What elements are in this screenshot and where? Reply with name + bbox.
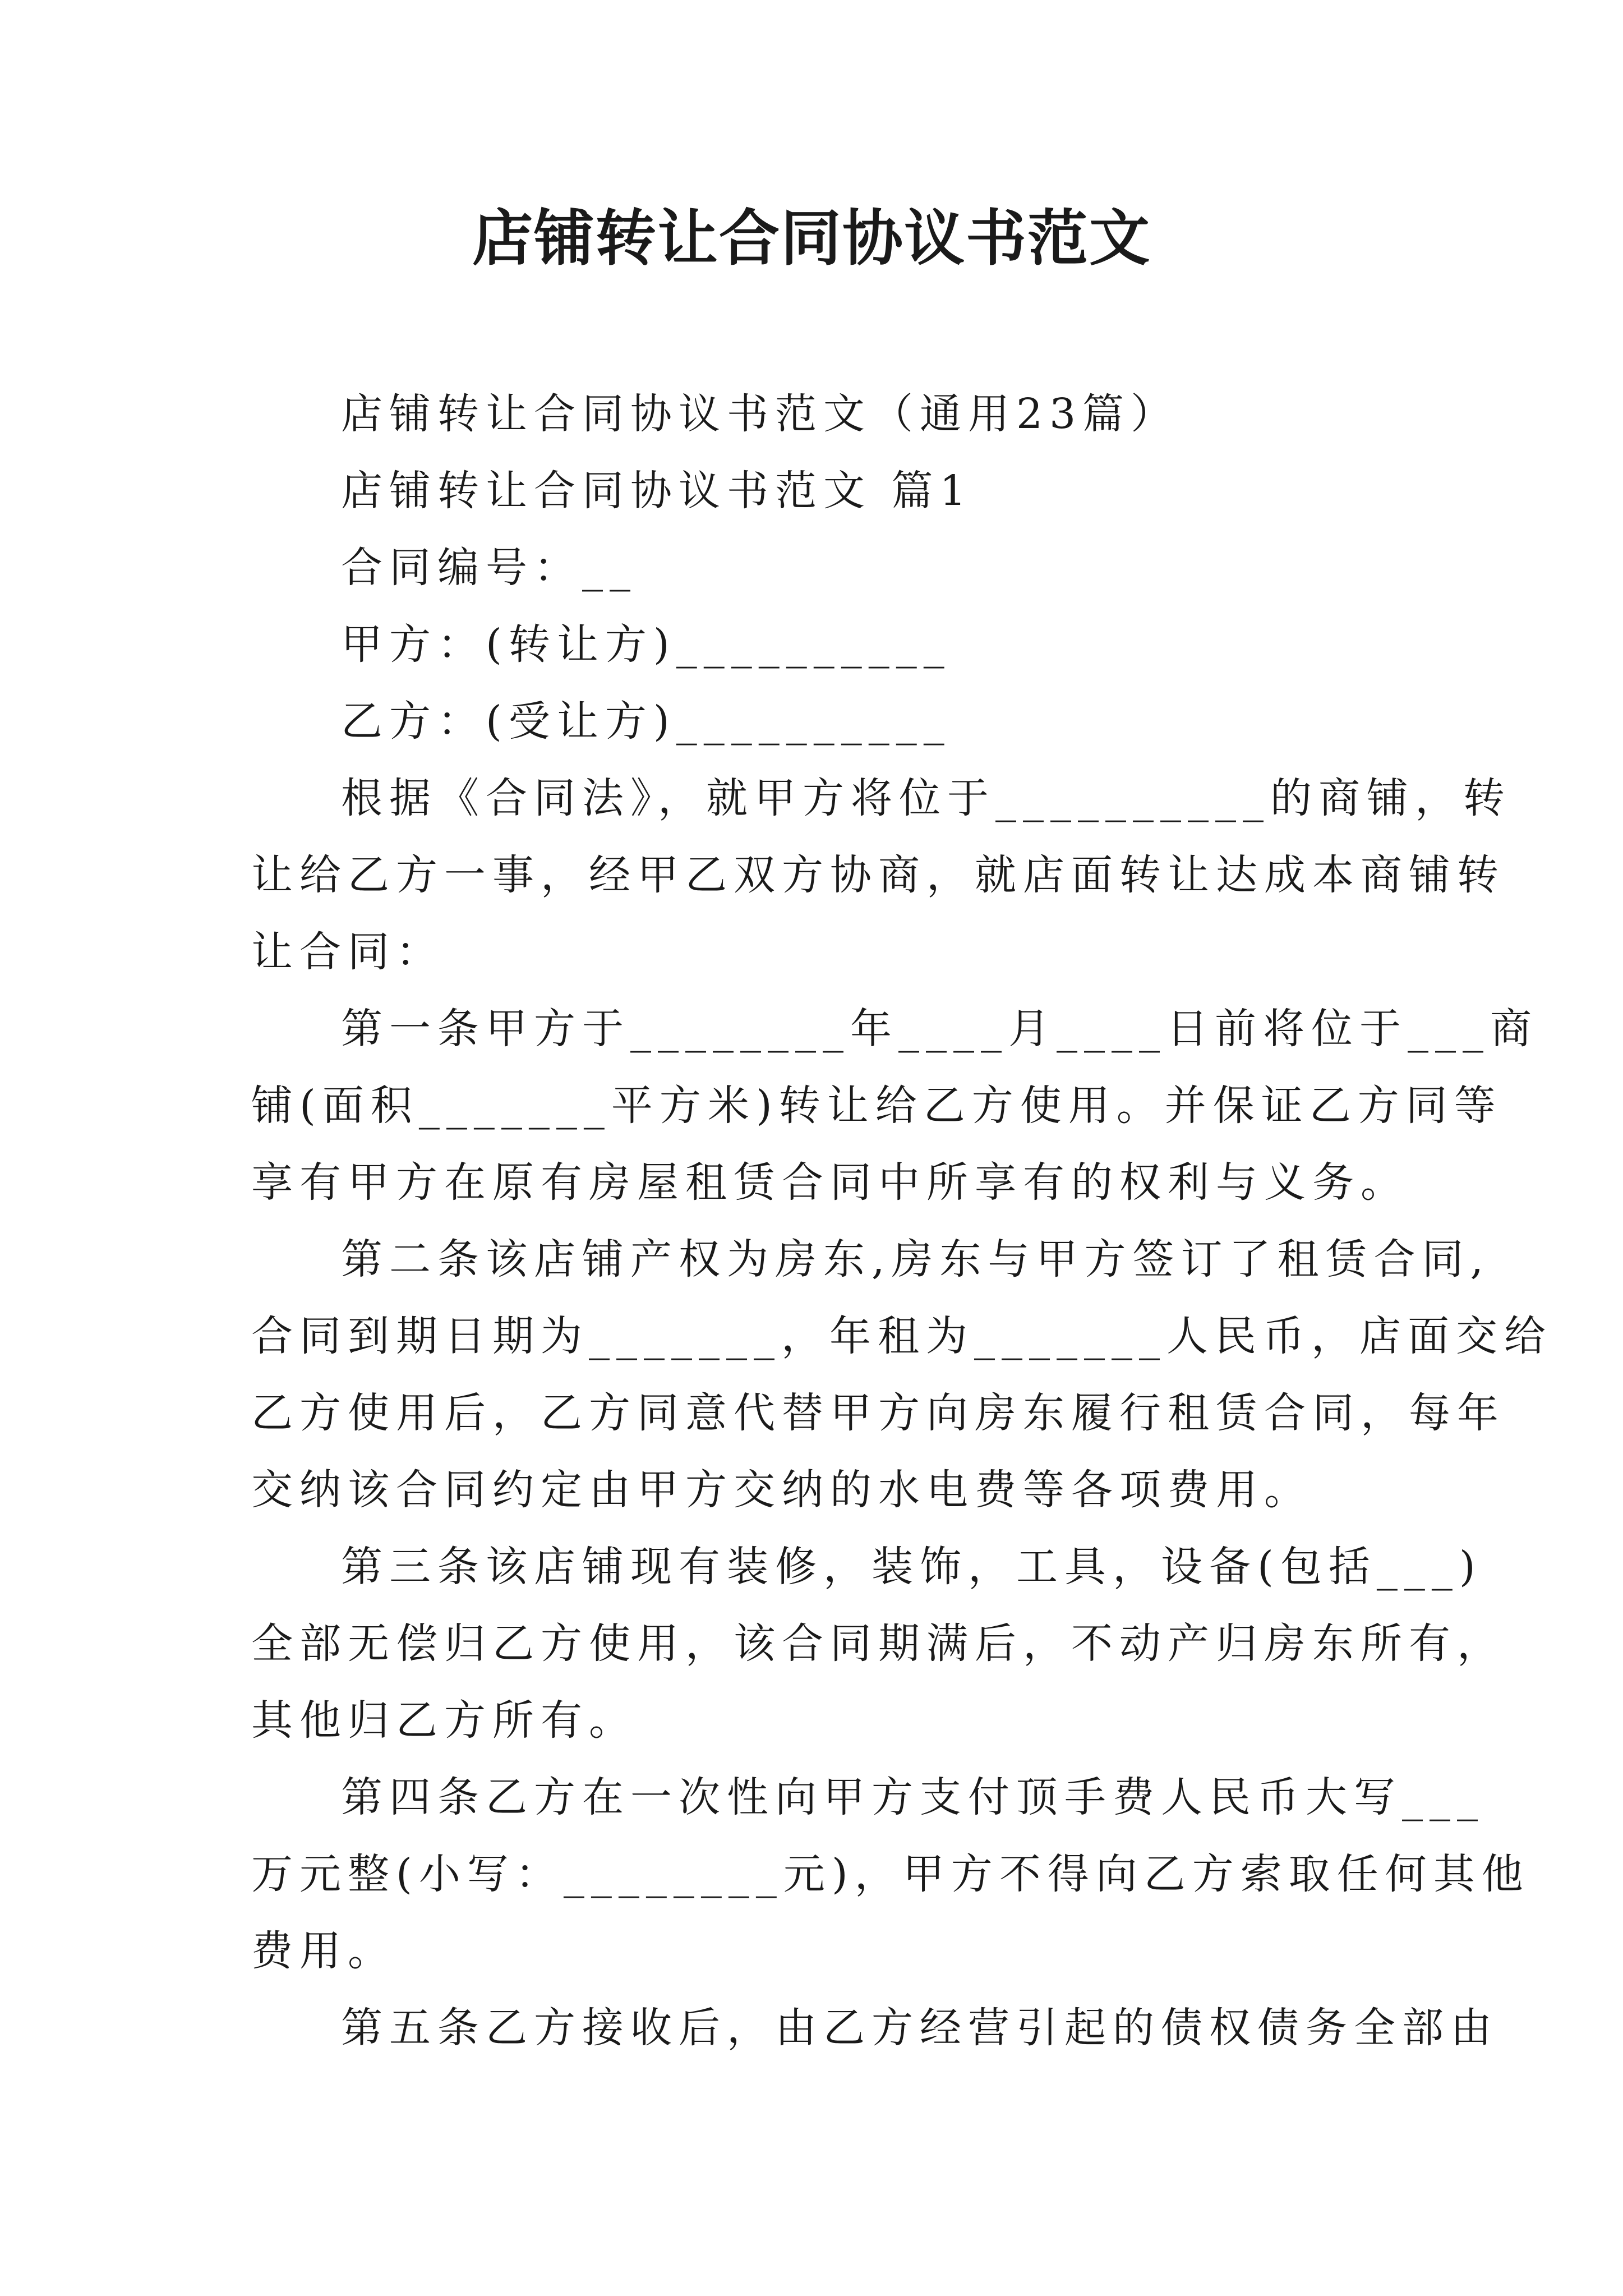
paragraph-line: 全部无偿归乙方使用，该合同期满后，不动产归房东所有， (251, 1619, 1505, 1668)
paragraph-line: 费用。 (251, 1927, 396, 1975)
paragraph-line: 让给乙方一事，经甲乙双方协商，就店面转让达成本商铺转 (251, 851, 1505, 899)
paragraph-line: 第五条乙方接收后，由乙方经营引起的债权债务全部由 (341, 2004, 1498, 2052)
paragraph-line: 其他归乙方所有。 (251, 1696, 637, 1745)
article-3-paragraph (251, 1529, 1505, 1759)
document-title: 店铺转让合同协议书范文 (472, 203, 1151, 274)
document-body (251, 376, 1552, 2067)
party-a-line: 甲方：(转让方)__________ (341, 620, 951, 669)
paragraph-line: 第一条甲方于________年____月____日前将位于___商 (341, 1005, 1538, 1053)
paragraph-line: 让合同： (251, 928, 444, 976)
paragraph-line: 铺(面积_______平方米)转让给乙方使用。并保证乙方同等 (251, 1082, 1502, 1130)
party-b-line: 乙方：(受让方)__________ (341, 697, 951, 746)
paragraph-line: 万元整(小写：________元)，甲方不得向乙方索取任何其他 (251, 1850, 1530, 1898)
article-4-paragraph (251, 1759, 1530, 1990)
paragraph-line: 乙方使用后，乙方同意代替甲方向房东履行租赁合同，每年 (251, 1389, 1505, 1437)
article-1-paragraph (251, 991, 1538, 1221)
paragraph-line: 享有甲方在原有房屋租赁合同中所享有的权利与义务。 (251, 1158, 1409, 1207)
paragraph-line: 第二条该店铺产权为房东,房东与甲方签订了租赁合同, (341, 1235, 1491, 1283)
paragraph-line: 第四条乙方在一次性向甲方支付顶手费人民币大写___ (341, 1773, 1484, 1821)
contract-number-line: 合同编号：__ (341, 544, 637, 592)
intro-paragraph (251, 760, 1511, 991)
article-5-paragraph (251, 1990, 1498, 2067)
paragraph-line: 第三条该店铺现有装修，装饰，工具，设备(包括___) (341, 1543, 1482, 1591)
subtitle-line: 店铺转让合同协议书范文（通用23篇） (341, 390, 1179, 438)
paragraph-line: 交纳该合同约定由甲方交纳的水电费等各项费用。 (251, 1466, 1312, 1514)
paragraph-line: 合同到期日期为_______，年租为_______人民币，店面交给 (251, 1312, 1552, 1360)
chapter-heading: 店铺转让合同协议书范文 篇1 (341, 467, 973, 515)
article-2-paragraph (251, 1221, 1552, 1529)
paragraph-line: 根据《合同法》，就甲方将位于__________的商铺，转 (341, 774, 1511, 822)
